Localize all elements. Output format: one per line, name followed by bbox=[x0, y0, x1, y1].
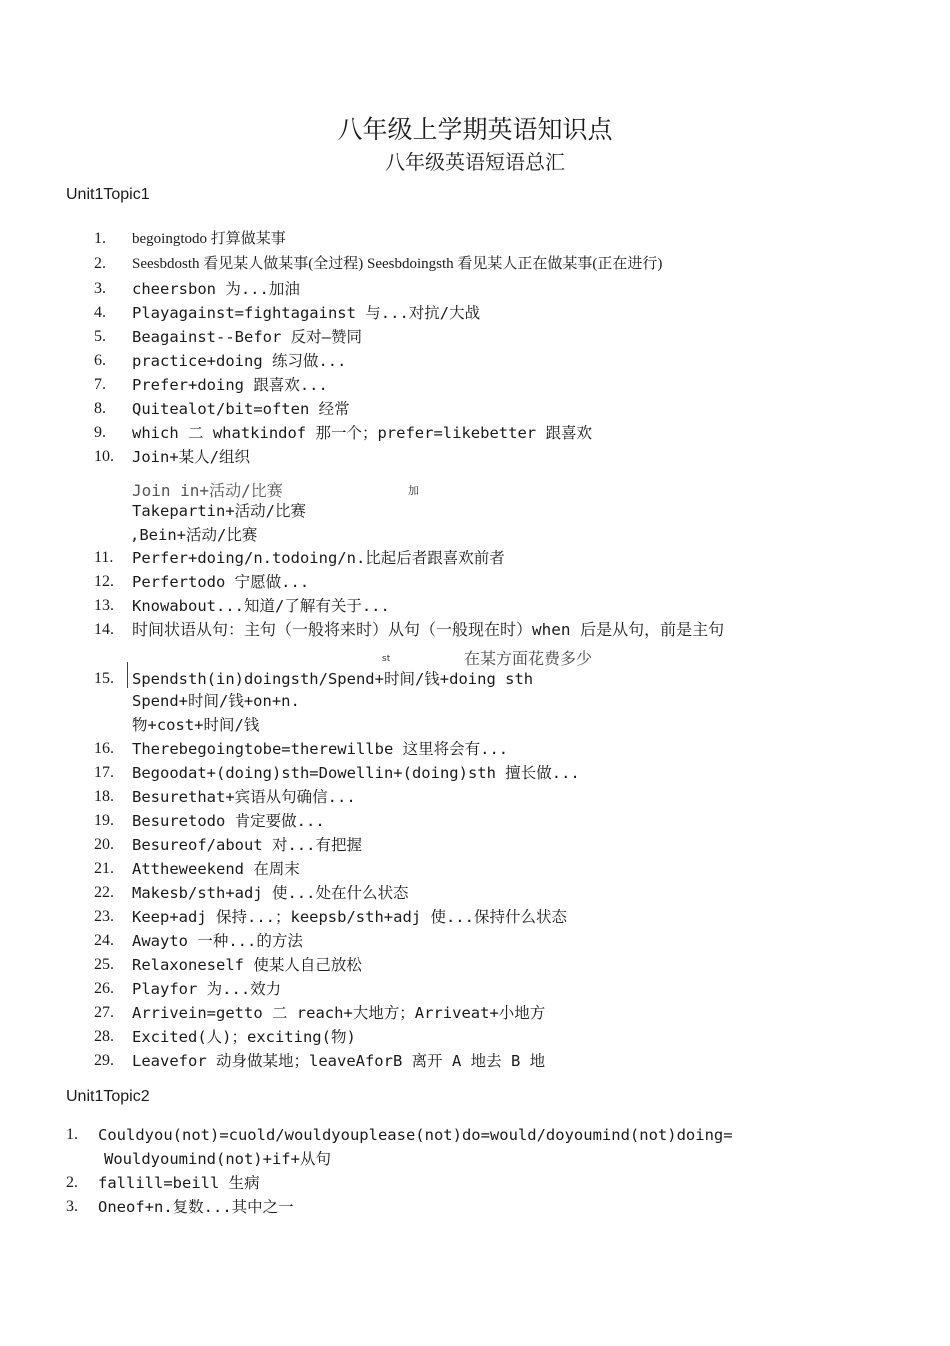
item-text: Relaxoneself 使某人自己放松 bbox=[132, 956, 362, 974]
item-number: 2. bbox=[66, 1174, 78, 1191]
item-number: 17. bbox=[94, 764, 114, 781]
item-text: Knowabout...知道/了解有关于... bbox=[132, 597, 390, 615]
item-number: 13. bbox=[94, 597, 114, 614]
item-number: 22. bbox=[94, 884, 114, 901]
item-text: 时间状语从句：主句（一般将来时）从句（一般现在时）when 后是从句，前是主句 bbox=[132, 620, 725, 639]
document-title: 八年级上学期英语知识点 bbox=[337, 115, 613, 144]
item-text: Besureof/about 对...有把握 bbox=[132, 836, 362, 854]
item-number: 1. bbox=[94, 230, 106, 247]
item-text: Beagainst--Befor 反对—赞同 bbox=[132, 328, 362, 346]
sub-line: Takepartin+活动/比赛 bbox=[132, 502, 306, 520]
item-text: Besurethat+宾语从句确信... bbox=[132, 788, 356, 806]
unit-heading: Unit1Topic2 bbox=[66, 1088, 150, 1105]
item-text: which 二 whatkindof 那一个；prefer=likebetter 跟喜欢 bbox=[132, 424, 592, 442]
item-text: Couldyou(not)=cuold/wouldyouplease(not)do=would/doyoumind(not)doing= bbox=[98, 1126, 733, 1144]
item-text: Oneof+n.复数...其中之一 bbox=[98, 1198, 294, 1216]
item-number: 26. bbox=[94, 980, 114, 997]
sub-line: 物+cost+时间/钱 bbox=[132, 716, 260, 734]
item-number: 24. bbox=[94, 932, 114, 949]
item-text: cheersbon 为...加油 bbox=[132, 280, 300, 298]
item-text: Quitealot/bit=often 经常 bbox=[132, 400, 350, 418]
item-text: Prefer+doing 跟喜欢... bbox=[132, 376, 328, 394]
item-text: Leavefor 动身做某地；leaveAforB 离开 A 地去 B 地 bbox=[132, 1052, 546, 1070]
item-text: Seesbdosth 看见某人做某事(全过程) Seesbdoingsth 看见某人正在做某事(正在进行) bbox=[132, 256, 663, 272]
item-text: begoingtodo 打算做某事 bbox=[132, 231, 286, 247]
item-text: Keep+adj 保持...；keepsb/sth+adj 使...保持什么状态 bbox=[132, 908, 567, 926]
item-text: Begoodat+(doing)sth=Dowellin+(doing)sth 擅长做... bbox=[132, 764, 580, 782]
item-number: 29. bbox=[94, 1052, 114, 1069]
item-number: 8. bbox=[94, 400, 106, 417]
item-number: 27. bbox=[94, 1004, 114, 1021]
item-text: Perfertodo 宁愿做... bbox=[132, 573, 310, 591]
item-number: 25. bbox=[94, 956, 114, 973]
item-number: 16. bbox=[94, 740, 114, 757]
sub-line: Spend+时间/钱+on+n. bbox=[132, 692, 300, 710]
item-number: 5. bbox=[94, 328, 106, 345]
item-text: Excited(人)；exciting(物) bbox=[132, 1028, 356, 1046]
item-number: 3. bbox=[66, 1198, 78, 1215]
item-text: Spendsth(in)doingsth/Spend+时间/钱+doing sth bbox=[132, 670, 534, 688]
sub-line: Join in+活动/比赛 bbox=[132, 481, 283, 500]
item-number: 21. bbox=[94, 860, 114, 877]
item-text: Awayto 一种...的方法 bbox=[132, 932, 303, 950]
item-text: Makesb/sth+adj 使...处在什么状态 bbox=[132, 884, 409, 902]
item-text: practice+doing 练习做... bbox=[132, 352, 347, 370]
unit-heading: Unit1Topic1 bbox=[66, 186, 150, 203]
sub-line: ,Bein+活动/比赛 bbox=[130, 526, 258, 544]
item-number: 28. bbox=[94, 1028, 114, 1045]
stray-mark: 加 bbox=[408, 484, 419, 497]
faint-annotation: 在某方面花费多少 bbox=[464, 649, 593, 668]
item-number: 6. bbox=[94, 352, 106, 369]
item-number: 9. bbox=[94, 424, 106, 441]
item-text: Playagainst=fightagainst 与...对抗/大战 bbox=[132, 304, 481, 322]
item-number: 1. bbox=[66, 1126, 78, 1143]
item-number: 18. bbox=[94, 788, 114, 805]
item-text: Arrivein=getto 二 reach+大地方；Arriveat+小地方 bbox=[132, 1004, 546, 1022]
item-text: Playfor 为...效力 bbox=[132, 980, 282, 998]
item-number: 7. bbox=[94, 376, 106, 393]
item-text: Therebegoingtobe=therewillbe 这里将会有... bbox=[132, 740, 509, 758]
item-text: Perfer+doing/n.todoing/n.比起后者跟喜欢前者 bbox=[132, 549, 505, 567]
item-text: fallill=beill 生病 bbox=[98, 1174, 260, 1192]
faint-annotation: st bbox=[382, 654, 391, 664]
item-number: 23. bbox=[94, 908, 114, 925]
document-subtitle: 八年级英语短语总汇 bbox=[385, 150, 565, 174]
item-number: 11. bbox=[94, 549, 114, 566]
item-continuation: Wouldyoumind(not)+if+从句 bbox=[104, 1150, 331, 1168]
item-number: 10. bbox=[94, 448, 114, 465]
item-number: 15. bbox=[94, 670, 114, 687]
item-number: 2. bbox=[94, 255, 106, 272]
divider bbox=[127, 662, 128, 688]
item-number: 19. bbox=[94, 812, 114, 829]
item-number: 12. bbox=[94, 573, 114, 590]
item-text: Join+某人/组织 bbox=[132, 448, 250, 466]
item-number: 4. bbox=[94, 304, 106, 321]
item-text: Attheweekend 在周末 bbox=[132, 860, 300, 878]
item-number: 3. bbox=[94, 280, 106, 297]
item-number: 14. bbox=[94, 621, 114, 638]
item-number: 20. bbox=[94, 836, 114, 853]
item-text: Besuretodo 肯定要做... bbox=[132, 812, 325, 830]
